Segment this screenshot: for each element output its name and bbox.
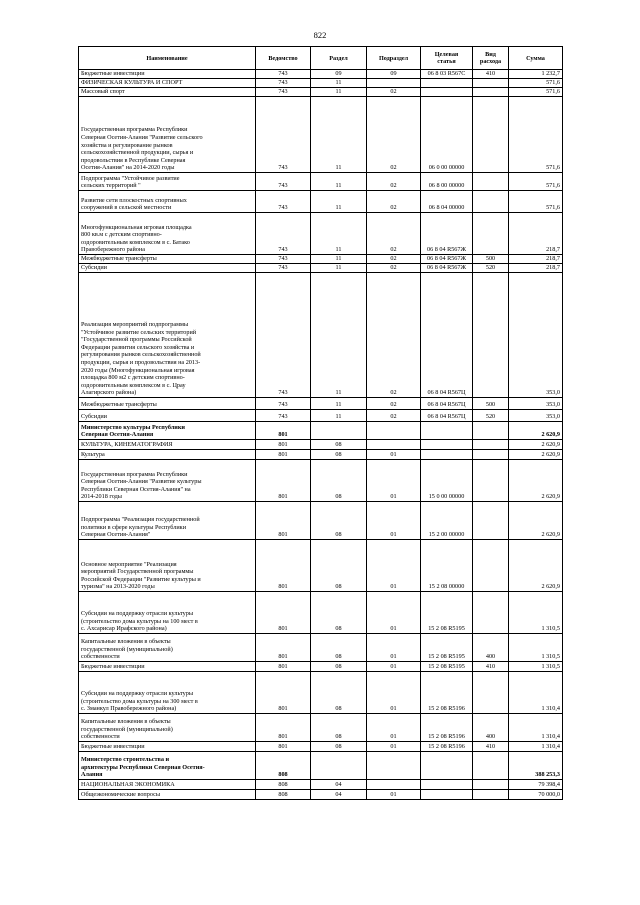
cell-dept: 743 [256, 88, 311, 97]
cell-sum: 218,7 [509, 255, 563, 264]
cell-subsection: 02 [367, 264, 421, 273]
cell-name: Многофункциональная игровая площадка 800 кв.м с детским спортивно- оздоровительным комплексом в с. Батако Правобережного района [79, 213, 256, 255]
cell-subsection: 01 [367, 790, 421, 800]
cell-sum: 571,6 [509, 88, 563, 97]
cell-section: 08 [311, 672, 367, 714]
cell-subsection: 02 [367, 410, 421, 422]
cell-dept: 743 [256, 213, 311, 255]
cell-name: Реализация мероприятий подпрограммы "Устойчивое развитие сельских территорий "Государственной программы Российской Федерации развития сельского хозяйства и регулирования рынков сельскохозяйственной продукции, сырья и продовольствия на 2013- 2020 годы (Многофункциональная игровая площадка 800 м2 с детским спортивно- оздоровительным комплексом в с. Црау Алагирского района) [79, 273, 256, 398]
cell-section: 11 [311, 88, 367, 97]
cell-target: 15 2 08 R5196 [421, 714, 473, 742]
cell-subsection [367, 780, 421, 790]
cell-subsection: 01 [367, 662, 421, 672]
cell-sum: 1 310,5 [509, 634, 563, 662]
cell-name: Массовый спорт [79, 88, 256, 97]
cell-subsection [367, 79, 421, 88]
table-row [79, 450, 563, 460]
cell-sum: 2 620,9 [509, 502, 563, 540]
cell-sum: 2 620,9 [509, 540, 563, 592]
cell-dept: 743 [256, 97, 311, 173]
cell-target: 06 8 04 R567Ж [421, 255, 473, 264]
cell-sum: 1 310,4 [509, 742, 563, 752]
cell-name: Межбюджетные трансферты [79, 398, 256, 410]
cell-target: 06 8 04 00000 [421, 191, 473, 213]
cell-expense: 410 [473, 662, 509, 672]
cell-target: 06 8 04 R567Ж [421, 264, 473, 273]
cell-subsection: 01 [367, 460, 421, 502]
cell-name: Развитие сети плоскостных спортивных сооружений в сельской местности [79, 191, 256, 213]
cell-expense [473, 213, 509, 255]
cell-name: Министерство культуры Республики Северная Осетия-Алания [79, 422, 256, 440]
cell-expense: 500 [473, 398, 509, 410]
cell-target: 06 8 04 R567Ц [421, 273, 473, 398]
table-row [79, 714, 563, 742]
cell-dept: 801 [256, 592, 311, 634]
header-sum: Сумма [509, 47, 563, 70]
cell-subsection [367, 422, 421, 440]
cell-name: Межбюджетные трансферты [79, 255, 256, 264]
cell-subsection [367, 752, 421, 780]
cell-expense [473, 450, 509, 460]
cell-section: 11 [311, 398, 367, 410]
cell-target: 06 8 03 R567С [421, 70, 473, 79]
cell-dept: 743 [256, 273, 311, 398]
cell-name: Капитальные вложения в объекты государственной (муниципальной) собственности [79, 634, 256, 662]
cell-sum: 353,0 [509, 398, 563, 410]
cell-expense [473, 790, 509, 800]
cell-sum: 353,0 [509, 410, 563, 422]
table-row [79, 213, 563, 255]
table-row [79, 742, 563, 752]
cell-expense: 400 [473, 714, 509, 742]
cell-name: Основное мероприятие "Реализация мероприятий Государственной программы Российской Федерации "Развитие культуры и туризма" на 2013-2020 годы [79, 540, 256, 592]
cell-target [421, 752, 473, 780]
table-row [79, 79, 563, 88]
cell-sum: 1 310,4 [509, 672, 563, 714]
cell-name: Подпрограмма "Устойчивое развитие сельских территорий " [79, 173, 256, 191]
cell-dept: 801 [256, 450, 311, 460]
cell-name: НАЦИОНАЛЬНАЯ ЭКОНОМИКА [79, 780, 256, 790]
cell-name: Подпрограмма "Реализация государственной политики в сфере культуры Республики Северная Осетия-Алания" [79, 502, 256, 540]
cell-subsection: 01 [367, 540, 421, 592]
table-row [79, 440, 563, 450]
cell-section: 11 [311, 273, 367, 398]
cell-name: Бюджетные инвестиции [79, 742, 256, 752]
cell-expense: 520 [473, 264, 509, 273]
cell-section: 08 [311, 502, 367, 540]
cell-sum: 79 398,4 [509, 780, 563, 790]
cell-dept: 743 [256, 264, 311, 273]
cell-sum: 2 620,9 [509, 440, 563, 450]
cell-sum: 70 000,0 [509, 790, 563, 800]
header-section: Раздел [311, 47, 367, 70]
table-row [79, 273, 563, 398]
cell-name: Общеэкономические вопросы [79, 790, 256, 800]
cell-expense [473, 752, 509, 780]
cell-target: 15 0 00 00000 [421, 460, 473, 502]
cell-section [311, 752, 367, 780]
cell-target: 06 8 04 R567Ж [421, 213, 473, 255]
cell-sum: 218,7 [509, 213, 563, 255]
cell-dept: 743 [256, 255, 311, 264]
cell-sum: 1 310,4 [509, 714, 563, 742]
cell-sum: 388 253,3 [509, 752, 563, 780]
cell-expense [473, 502, 509, 540]
table-row [79, 70, 563, 79]
cell-target [421, 440, 473, 450]
cell-target: 15 2 08 R5196 [421, 672, 473, 714]
cell-subsection: 02 [367, 173, 421, 191]
cell-dept: 801 [256, 460, 311, 502]
table-body [79, 70, 563, 800]
cell-dept: 743 [256, 79, 311, 88]
cell-target: 06 8 04 R567Ц [421, 410, 473, 422]
cell-target [421, 450, 473, 460]
cell-sum: 218,7 [509, 264, 563, 273]
cell-expense [473, 191, 509, 213]
cell-section: 08 [311, 742, 367, 752]
table-row [79, 780, 563, 790]
table-row [79, 255, 563, 264]
cell-name: Субсидии на поддержку отрасли культуры (строительство дома культуры на 100 мест в с. Ахсарисар Ирафского района) [79, 592, 256, 634]
cell-target [421, 780, 473, 790]
cell-section: 11 [311, 255, 367, 264]
cell-sum: 2 620,9 [509, 422, 563, 440]
table-row [79, 460, 563, 502]
cell-subsection: 02 [367, 213, 421, 255]
table-row [79, 592, 563, 634]
cell-section: 11 [311, 97, 367, 173]
table-row [79, 410, 563, 422]
cell-subsection: 02 [367, 273, 421, 398]
cell-expense [473, 672, 509, 714]
cell-dept: 808 [256, 752, 311, 780]
cell-name: Субсидии [79, 410, 256, 422]
cell-target [421, 422, 473, 440]
cell-target: 15 2 08 R5195 [421, 662, 473, 672]
table-row [79, 662, 563, 672]
cell-name: Бюджетные инвестиции [79, 70, 256, 79]
cell-section: 04 [311, 790, 367, 800]
table-row [79, 672, 563, 714]
cell-subsection: 02 [367, 191, 421, 213]
cell-expense: 500 [473, 255, 509, 264]
table-row [79, 398, 563, 410]
cell-dept: 743 [256, 191, 311, 213]
cell-dept: 801 [256, 714, 311, 742]
cell-sum: 571,6 [509, 173, 563, 191]
cell-expense [473, 780, 509, 790]
table-row [79, 634, 563, 662]
cell-dept: 801 [256, 634, 311, 662]
cell-target [421, 88, 473, 97]
cell-subsection [367, 440, 421, 450]
cell-dept: 801 [256, 422, 311, 440]
cell-target [421, 790, 473, 800]
cell-target: 15 2 08 R5195 [421, 592, 473, 634]
cell-expense [473, 88, 509, 97]
cell-section: 08 [311, 540, 367, 592]
cell-section: 08 [311, 592, 367, 634]
cell-name: Государственная программа Республики Северная Осетия-Алания "Развитие культуры Республики Северная Осетия-Алания" на 2014-2018 годы [79, 460, 256, 502]
cell-dept: 808 [256, 780, 311, 790]
cell-sum: 571,6 [509, 79, 563, 88]
cell-subsection: 01 [367, 592, 421, 634]
table-row [79, 540, 563, 592]
cell-subsection: 02 [367, 88, 421, 97]
cell-dept: 801 [256, 742, 311, 752]
cell-section: 08 [311, 440, 367, 450]
cell-name: ФИЗИЧЕСКАЯ КУЛЬТУРА И СПОРТ [79, 79, 256, 88]
header-expense: Вид расхода [473, 47, 509, 70]
cell-sum: 1 310,5 [509, 662, 563, 672]
cell-target: 15 2 08 R5195 [421, 634, 473, 662]
cell-subsection: 02 [367, 97, 421, 173]
cell-section: 09 [311, 70, 367, 79]
cell-name: Бюджетные инвестиции [79, 662, 256, 672]
cell-target: 06 8 04 R567Ц [421, 398, 473, 410]
cell-expense [473, 460, 509, 502]
table-header-row [79, 47, 563, 70]
cell-expense [473, 79, 509, 88]
cell-section: 11 [311, 191, 367, 213]
cell-target [421, 79, 473, 88]
cell-section: 08 [311, 714, 367, 742]
cell-expense: 400 [473, 634, 509, 662]
cell-section: 08 [311, 662, 367, 672]
cell-sum: 1 310,5 [509, 592, 563, 634]
cell-section: 08 [311, 460, 367, 502]
cell-target: 15 2 08 00000 [421, 540, 473, 592]
table-row [79, 264, 563, 273]
table-row [79, 752, 563, 780]
cell-subsection: 01 [367, 450, 421, 460]
cell-dept: 808 [256, 790, 311, 800]
cell-sum: 2 620,9 [509, 460, 563, 502]
cell-dept: 801 [256, 440, 311, 450]
cell-target: 06 8 00 00000 [421, 173, 473, 191]
cell-dept: 801 [256, 540, 311, 592]
cell-sum: 571,6 [509, 191, 563, 213]
cell-name: Культура [79, 450, 256, 460]
cell-section: 11 [311, 264, 367, 273]
cell-dept: 801 [256, 502, 311, 540]
cell-section: 08 [311, 634, 367, 662]
budget-table [78, 46, 563, 800]
cell-target: 15 2 00 00000 [421, 502, 473, 540]
cell-dept: 743 [256, 398, 311, 410]
cell-expense [473, 273, 509, 398]
cell-subsection: 02 [367, 398, 421, 410]
cell-section: 11 [311, 410, 367, 422]
cell-target: 06 0 00 00000 [421, 97, 473, 173]
cell-dept: 801 [256, 662, 311, 672]
cell-dept: 743 [256, 173, 311, 191]
cell-expense [473, 592, 509, 634]
header-name: Наименование [79, 47, 256, 70]
cell-subsection: 01 [367, 672, 421, 714]
cell-target: 15 2 08 R5196 [421, 742, 473, 752]
cell-subsection: 01 [367, 502, 421, 540]
cell-name: КУЛЬТУРА, КИНЕМАТОГРАФИЯ [79, 440, 256, 450]
cell-expense [473, 422, 509, 440]
cell-dept: 743 [256, 70, 311, 79]
cell-name: Капитальные вложения в объекты государственной (муниципальной) собственности [79, 714, 256, 742]
cell-section: 08 [311, 450, 367, 460]
cell-expense [473, 173, 509, 191]
cell-sum: 571,6 [509, 97, 563, 173]
cell-expense: 520 [473, 410, 509, 422]
table-row [79, 422, 563, 440]
cell-subsection: 09 [367, 70, 421, 79]
cell-subsection: 02 [367, 255, 421, 264]
table-row [79, 97, 563, 173]
table-row [79, 88, 563, 97]
cell-dept: 743 [256, 410, 311, 422]
cell-name: Государственная программа Республики Северная Осетия-Алания "Развитие сельского хозяйства и регулирование рынков сельскохозяйственной продукции, сырья и продовольствия в Республике Северная Осетия-Алания" на 2014-2020 годы [79, 97, 256, 173]
cell-subsection: 01 [367, 742, 421, 752]
table-row [79, 191, 563, 213]
cell-expense: 410 [473, 742, 509, 752]
cell-section [311, 422, 367, 440]
cell-section: 11 [311, 173, 367, 191]
cell-section: 11 [311, 79, 367, 88]
cell-name: Субсидии [79, 264, 256, 273]
header-subsection: Подраздел [367, 47, 421, 70]
header-target: Целевая статья [421, 47, 473, 70]
page-number: 822 [313, 30, 327, 40]
cell-expense: 410 [473, 70, 509, 79]
cell-dept: 801 [256, 672, 311, 714]
header-dept: Ведомство [256, 47, 311, 70]
cell-subsection: 01 [367, 634, 421, 662]
cell-sum: 2 620,9 [509, 450, 563, 460]
table-row [79, 173, 563, 191]
cell-subsection: 01 [367, 714, 421, 742]
cell-expense [473, 540, 509, 592]
table-row [79, 502, 563, 540]
cell-expense [473, 440, 509, 450]
cell-section: 11 [311, 213, 367, 255]
table-row [79, 790, 563, 800]
cell-sum: 353,0 [509, 273, 563, 398]
cell-name: Министерство строительства и архитектуры Республики Северная Осетия- Алания [79, 752, 256, 780]
cell-name: Субсидии на поддержку отрасли культуры (строительство дома культуры на 300 мест в с. Зманкул Правобережного района) [79, 672, 256, 714]
cell-expense [473, 97, 509, 173]
cell-sum: 1 232,7 [509, 70, 563, 79]
cell-section: 04 [311, 780, 367, 790]
